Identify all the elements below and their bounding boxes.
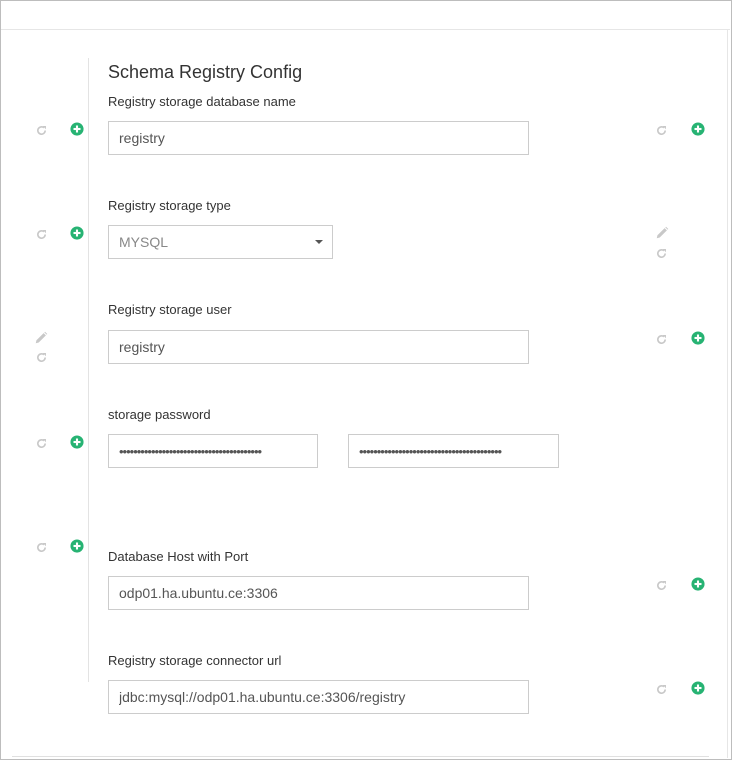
plus-circle-icon[interactable] [70, 435, 84, 449]
storage-user-input[interactable] [108, 330, 529, 364]
undo-icon[interactable] [654, 123, 668, 137]
plus-circle-icon[interactable] [70, 122, 84, 136]
plus-circle-icon[interactable] [70, 539, 84, 553]
pencil-icon[interactable] [655, 226, 669, 240]
section-vertical-rule [88, 58, 89, 682]
section-title: Schema Registry Config [108, 62, 303, 82]
storage-type-label: Registry storage type [108, 198, 231, 213]
connector-url-input[interactable] [108, 680, 529, 714]
undo-icon[interactable] [34, 227, 48, 241]
pencil-icon[interactable] [34, 331, 48, 345]
right-divider [727, 30, 728, 758]
db-host-port-label: Database Host with Port [108, 549, 249, 564]
plus-circle-icon[interactable] [691, 681, 705, 695]
header-divider [1, 29, 730, 30]
undo-icon[interactable] [34, 540, 48, 554]
undo-icon[interactable] [34, 436, 48, 450]
undo-icon[interactable] [34, 123, 48, 137]
undo-icon[interactable] [654, 682, 668, 696]
storage-password-label: storage password [108, 407, 211, 422]
undo-icon[interactable] [654, 332, 668, 346]
storage-password-confirm-input[interactable] [348, 434, 559, 468]
undo-icon[interactable] [654, 578, 668, 592]
db-name-label: Registry storage database name [108, 94, 296, 109]
plus-circle-icon[interactable] [691, 331, 705, 345]
db-name-input[interactable] [108, 121, 529, 155]
storage-type-dropdown-button[interactable] [306, 225, 333, 259]
storage-type-select[interactable]: MYSQL [108, 225, 307, 259]
bottom-divider [12, 756, 709, 757]
storage-user-label: Registry storage user [108, 302, 232, 317]
plus-circle-icon[interactable] [691, 122, 705, 136]
plus-circle-icon[interactable] [70, 226, 84, 240]
db-host-port-input[interactable] [108, 576, 529, 610]
storage-password-input[interactable] [108, 434, 318, 468]
connector-url-label: Registry storage connector url [108, 653, 282, 668]
undo-icon[interactable] [34, 350, 48, 364]
undo-icon[interactable] [654, 246, 668, 260]
plus-circle-icon[interactable] [691, 577, 705, 591]
caret-down-icon [315, 240, 323, 244]
